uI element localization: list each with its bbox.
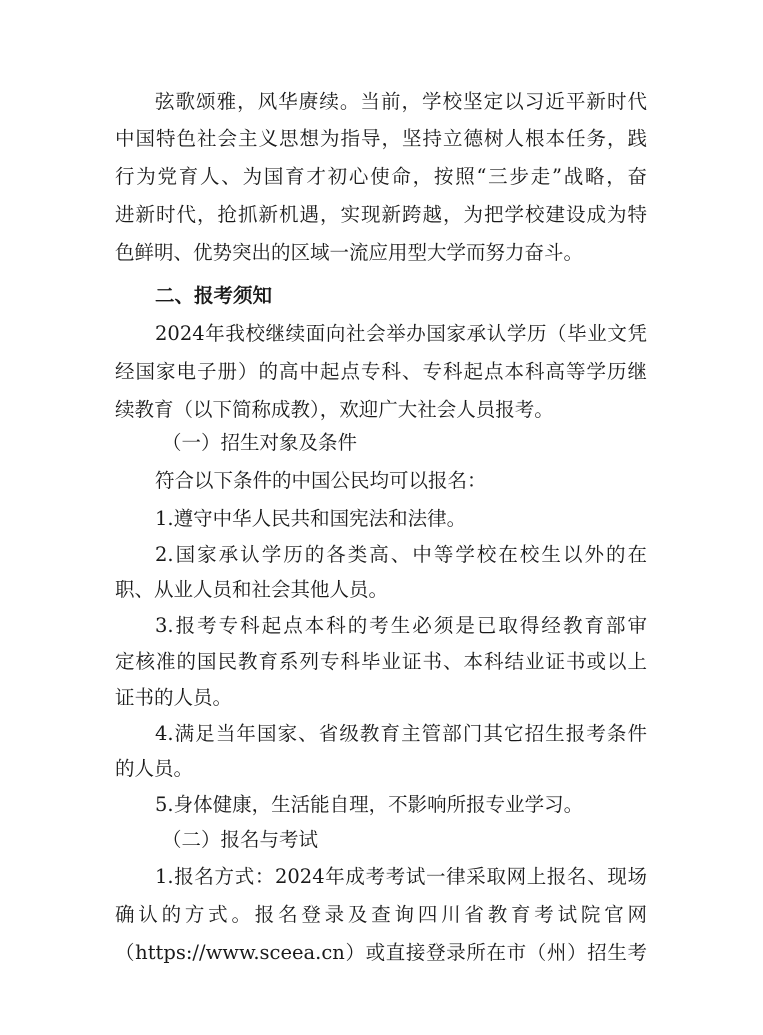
paragraph-line: 符合以下条件的中国公民均可以报名： bbox=[155, 469, 487, 492]
list-item: 2.国家承认学历的各类高、中等学校在校生以外的在 bbox=[155, 543, 647, 566]
paragraph-line: 色鲜明、优势突出的区域一流应用型大学而努力奋斗。 bbox=[115, 241, 584, 264]
paragraph-line: 进新时代，抢抓新机遇，实现新跨越，为把学校建设成为特 bbox=[115, 203, 647, 226]
paragraph-line: 中国特色社会主义思想为指导，坚持立德树人根本任务，践 bbox=[115, 127, 647, 150]
paragraph-line: 弦歌颂雅，风华赓续。当前，学校坚定以习近平新时代 bbox=[155, 90, 647, 113]
list-item: 4.满足当年国家、省级教育主管部门其它招生报考条件 bbox=[155, 722, 647, 745]
section-heading: 二、报考须知 bbox=[155, 284, 273, 307]
subsection-heading: （一）招生对象及条件 bbox=[162, 431, 358, 454]
list-item: 1.遵守中华人民共和国宪法和法律。 bbox=[155, 507, 467, 530]
paragraph-line: 2024年我校继续面向社会举办国家承认学历（毕业文凭 bbox=[155, 322, 647, 345]
paragraph-line: 证书的人员。 bbox=[115, 686, 233, 709]
paragraph-line: 经国家电子册）的高中起点专科、专科起点本科高等学历继 bbox=[115, 360, 647, 383]
paragraph-line: 行为党育人、为国育才初心使命，按照“三步走”战略，奋 bbox=[115, 165, 647, 188]
paragraph-line: 定核准的国民教育系列专科毕业证书、本科结业证书或以上 bbox=[115, 650, 647, 673]
list-item: 1.报名方式：2024年成考考试一律采取网上报名、现场 bbox=[155, 865, 647, 888]
subsection-heading: （二）报名与考试 bbox=[162, 828, 319, 851]
paragraph-line: 确认的方式。报名登录及查询四川省教育考试院官网 bbox=[115, 903, 647, 926]
list-item: 5.身体健康，生活能自理，不影响所报专业学习。 bbox=[155, 793, 584, 816]
paragraph-line: 续教育（以下简称成教），欢迎广大社会人员报考。 bbox=[115, 398, 554, 421]
paragraph-line: 的人员。 bbox=[115, 757, 194, 780]
paragraph-line: （https://www.sceea.cn）或直接登录所在市（州）招生考 bbox=[115, 941, 647, 964]
paragraph-line: 职、从业人员和社会其他人员。 bbox=[115, 578, 389, 601]
list-item: 3.报考专科起点本科的考生必须是已取得经教育部审 bbox=[155, 614, 647, 637]
